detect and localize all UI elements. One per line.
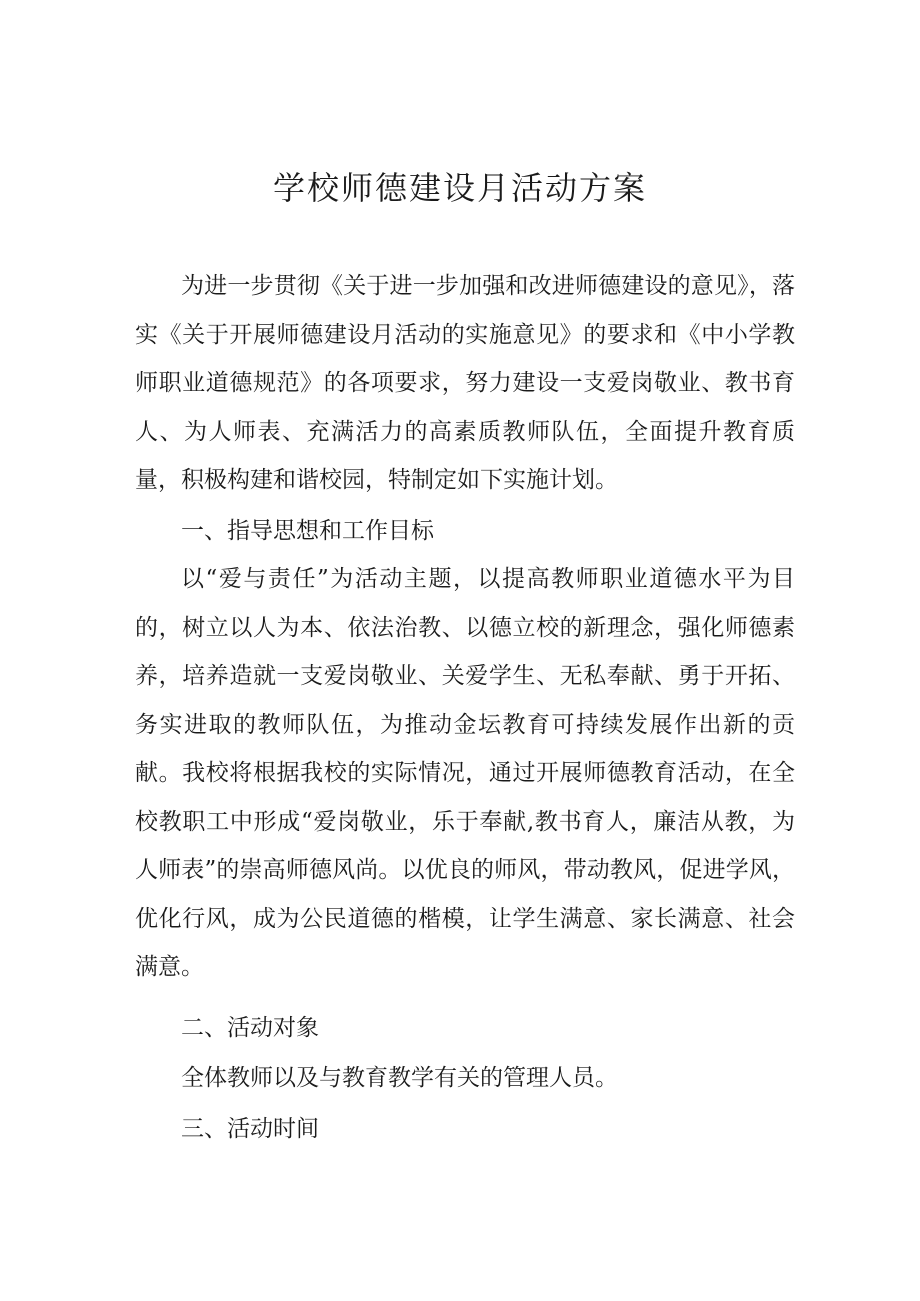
section-heading-guiding-ideology: 一、指导思想和工作目标 [181,517,434,544]
section-heading-activity-target: 二、活动对象 [181,1014,319,1041]
document-body [135,262,795,1153]
intro-paragraph: 为进一步贯彻《关于进一步加强和改进师德建设的意见》，落实《关于开展师德建设月活动的实施意见》的要求和《中小学教师职业道德规范》的各项要求，努力建设一支爱岗敬业、教书育人、为人师表、充满活力的高素质教师队伍，全面提升教育质量，积极构建和谐校园，特制定如下实施计划。 [135,273,795,493]
section-heading-activity-time: 三、活动时间 [181,1115,319,1142]
document-title: 学校师德建设月活动方案 [272,169,647,207]
section-text-guiding-ideology: 以“爱与责任”为活动主题，以提高教师职业道德水平为目的，树立以人为本、依法治教、以德立校的新理念，强化师德素养，培养造就一支爱岗敬业、关爱学生、无私奉献、勇于开拓、务实进取的教师队伍，为推动金坛教育可持续发展作出新的贡献。我校将根据我校的实际情况，通过开展师德教育活动，在全校教职工中形成“爱岗敬业，乐于奉献,教书育人，廉洁从教，为人师表”的崇高师德风尚。以优良的师风，带动教风，促进学风，优化行风，成为公民道德的楷模，让学生满意、家长满意、社会满意。 [135,566,795,980]
section-text-activity-target: 全体教师以及与教育教学有关的管理人员。 [181,1065,618,1091]
